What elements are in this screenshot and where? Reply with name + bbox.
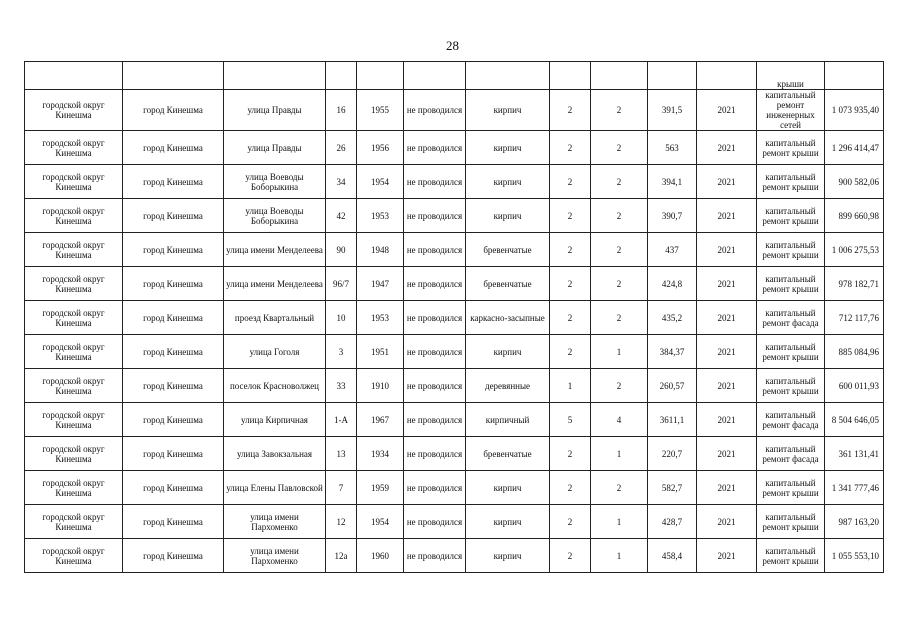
repair-year-cell: 2021 <box>697 199 757 233</box>
street-cell: улица Гоголя <box>224 335 326 369</box>
street-cell: улица имени Пархоменко <box>224 505 326 539</box>
house-number-cell: 10 <box>326 301 357 335</box>
street-cell: поселок Красноволжец <box>224 369 326 403</box>
area-cell: 3611,1 <box>648 403 697 437</box>
cost-cell: 1 055 553,10 <box>825 539 884 573</box>
floors-cell: 2 <box>550 301 591 335</box>
floors-cell: 2 <box>550 539 591 573</box>
area-cell: 424,8 <box>648 267 697 301</box>
area-cell: 437 <box>648 233 697 267</box>
repair-type-cell: крыши <box>757 62 825 90</box>
cost-cell: 1 341 777,46 <box>825 471 884 505</box>
entrances-cell: 1 <box>591 539 648 573</box>
entrances-cell: 2 <box>591 90 648 131</box>
last-repair-cell: не проводился <box>404 301 466 335</box>
wall-material-cell <box>466 62 550 90</box>
floors-cell: 2 <box>550 165 591 199</box>
area-cell: 390,7 <box>648 199 697 233</box>
repair-year-cell: 2021 <box>697 539 757 573</box>
house-number-cell: 13 <box>326 437 357 471</box>
repair-year-cell: 2021 <box>697 233 757 267</box>
municipality-cell: городской округ Кинешма <box>25 335 123 369</box>
last-repair-cell: не проводился <box>404 131 466 165</box>
entrances-cell: 2 <box>591 369 648 403</box>
street-cell: улица имени Пархоменко <box>224 539 326 573</box>
year-built-cell: 1959 <box>357 471 404 505</box>
settlement-cell: город Кинешма <box>123 335 224 369</box>
repair-year-cell: 2021 <box>697 335 757 369</box>
street-cell: улица Правды <box>224 131 326 165</box>
settlement-cell: город Кинешма <box>123 437 224 471</box>
repair-year-cell: 2021 <box>697 471 757 505</box>
settlement-cell: город Кинешма <box>123 90 224 131</box>
continuation-row <box>25 62 884 90</box>
repair-type-cell: капитальный ремонт крыши <box>757 199 825 233</box>
street-cell <box>224 62 326 90</box>
entrances-cell: 2 <box>591 267 648 301</box>
municipality-cell: городской округ Кинешма <box>25 267 123 301</box>
repair-year-cell <box>697 62 757 90</box>
house-number-cell: 1-А <box>326 403 357 437</box>
entrances-cell: 1 <box>591 505 648 539</box>
floors-cell: 2 <box>550 437 591 471</box>
area-cell: 563 <box>648 131 697 165</box>
house-number-cell: 7 <box>326 471 357 505</box>
last-repair-cell: не проводился <box>404 233 466 267</box>
last-repair-cell: не проводился <box>404 335 466 369</box>
year-built-cell <box>357 62 404 90</box>
year-built-cell: 1948 <box>357 233 404 267</box>
table-row <box>25 131 884 165</box>
municipality-cell: городской округ Кинешма <box>25 301 123 335</box>
floors-cell: 2 <box>550 199 591 233</box>
entrances-cell: 2 <box>591 233 648 267</box>
area-cell: 220,7 <box>648 437 697 471</box>
floors-cell: 2 <box>550 90 591 131</box>
area-cell: 384,37 <box>648 335 697 369</box>
wall-material-cell: кирпич <box>466 505 550 539</box>
cost-cell: 1 296 414,47 <box>825 131 884 165</box>
year-built-cell: 1954 <box>357 165 404 199</box>
settlement-cell: город Кинешма <box>123 539 224 573</box>
table-row <box>25 165 884 199</box>
entrances-cell: 2 <box>591 301 648 335</box>
year-built-cell: 1951 <box>357 335 404 369</box>
area-cell: 260,57 <box>648 369 697 403</box>
house-number-cell: 96/7 <box>326 267 357 301</box>
repair-type-cell: капитальный ремонт крыши <box>757 505 825 539</box>
floors-cell: 2 <box>550 335 591 369</box>
floors-cell: 2 <box>550 505 591 539</box>
repair-year-cell: 2021 <box>697 131 757 165</box>
entrances-cell: 2 <box>591 199 648 233</box>
settlement-cell: город Кинешма <box>123 131 224 165</box>
wall-material-cell: кирпич <box>466 90 550 131</box>
cost-cell <box>825 62 884 90</box>
house-number-cell: 12а <box>326 539 357 573</box>
repair-type-cell: капитальный ремонт крыши <box>757 131 825 165</box>
year-built-cell: 1956 <box>357 131 404 165</box>
street-cell: улица Правды <box>224 90 326 131</box>
last-repair-cell: не проводился <box>404 437 466 471</box>
floors-cell: 2 <box>550 267 591 301</box>
repair-type-cell: капитальный ремонт фасада <box>757 403 825 437</box>
house-number-cell: 16 <box>326 90 357 131</box>
area-cell: 428,7 <box>648 505 697 539</box>
floors-cell: 2 <box>550 471 591 505</box>
wall-material-cell: кирпич <box>466 165 550 199</box>
last-repair-cell: не проводился <box>404 199 466 233</box>
wall-material-cell: кирпич <box>466 471 550 505</box>
last-repair-cell: не проводился <box>404 90 466 131</box>
year-built-cell: 1960 <box>357 539 404 573</box>
settlement-cell: город Кинешма <box>123 165 224 199</box>
municipality-cell: городской округ Кинешма <box>25 199 123 233</box>
repair-type-cell: капитальный ремонт крыши <box>757 267 825 301</box>
table-row <box>25 233 884 267</box>
repair-type-cell: капитальный ремонт крыши <box>757 539 825 573</box>
wall-material-cell: каркасно-засыпные <box>466 301 550 335</box>
repair-type-cell: капитальный ремонт крыши <box>757 369 825 403</box>
building-repair-table <box>24 61 884 573</box>
table-row <box>25 403 884 437</box>
street-cell: улица Завокзальная <box>224 437 326 471</box>
settlement-cell: город Кинешма <box>123 471 224 505</box>
year-built-cell: 1953 <box>357 199 404 233</box>
area-cell: 582,7 <box>648 471 697 505</box>
cost-cell: 8 504 646,05 <box>825 403 884 437</box>
municipality-cell: городской округ Кинешма <box>25 131 123 165</box>
table-body <box>25 62 884 573</box>
street-cell: улица имени Менделеева <box>224 233 326 267</box>
wall-material-cell: бревенчатые <box>466 233 550 267</box>
table-row <box>25 335 884 369</box>
repair-type-cell: капитальный ремонт крыши <box>757 335 825 369</box>
repair-year-cell: 2021 <box>697 403 757 437</box>
settlement-cell <box>123 62 224 90</box>
cost-cell: 987 163,20 <box>825 505 884 539</box>
municipality-cell: городской округ Кинешма <box>25 233 123 267</box>
floors-cell: 5 <box>550 403 591 437</box>
repair-year-cell: 2021 <box>697 301 757 335</box>
cost-cell: 1 006 275,53 <box>825 233 884 267</box>
street-cell: улица Воеводы Боборыкина <box>224 199 326 233</box>
year-built-cell: 1967 <box>357 403 404 437</box>
area-cell: 391,5 <box>648 90 697 131</box>
street-cell: улица Елены Павловской <box>224 471 326 505</box>
house-number-cell: 3 <box>326 335 357 369</box>
house-number-cell <box>326 62 357 90</box>
house-number-cell: 12 <box>326 505 357 539</box>
repair-type-cell: капитальный ремонт крыши <box>757 471 825 505</box>
house-number-cell: 33 <box>326 369 357 403</box>
settlement-cell: город Кинешма <box>123 505 224 539</box>
repair-year-cell: 2021 <box>697 165 757 199</box>
last-repair-cell: не проводился <box>404 505 466 539</box>
table-row <box>25 539 884 573</box>
house-number-cell: 26 <box>326 131 357 165</box>
wall-material-cell: кирпич <box>466 539 550 573</box>
house-number-cell: 90 <box>326 233 357 267</box>
last-repair-cell: не проводился <box>404 369 466 403</box>
entrances-cell: 2 <box>591 131 648 165</box>
repair-type-cell: капитальный ремонт крыши <box>757 233 825 267</box>
table-row <box>25 437 884 471</box>
settlement-cell: город Кинешма <box>123 403 224 437</box>
last-repair-cell: не проводился <box>404 471 466 505</box>
table-row <box>25 471 884 505</box>
settlement-cell: город Кинешма <box>123 369 224 403</box>
wall-material-cell: кирпичный <box>466 403 550 437</box>
year-built-cell: 1910 <box>357 369 404 403</box>
wall-material-cell: кирпич <box>466 199 550 233</box>
municipality-cell: городской округ Кинешма <box>25 90 123 131</box>
year-built-cell: 1947 <box>357 267 404 301</box>
year-built-cell: 1955 <box>357 90 404 131</box>
wall-material-cell: кирпич <box>466 131 550 165</box>
floors-cell: 1 <box>550 369 591 403</box>
cost-cell: 885 084,96 <box>825 335 884 369</box>
cost-cell: 361 131,41 <box>825 437 884 471</box>
entrances-cell: 2 <box>591 165 648 199</box>
municipality-cell: городской округ Кинешма <box>25 471 123 505</box>
entrances-cell: 1 <box>591 437 648 471</box>
wall-material-cell: кирпич <box>466 335 550 369</box>
last-repair-cell: не проводился <box>404 267 466 301</box>
area-cell: 394,1 <box>648 165 697 199</box>
repair-type-cell: капитальный ремонт инженерных сетей <box>757 90 825 131</box>
municipality-cell: городской округ Кинешма <box>25 369 123 403</box>
repair-type-cell: капитальный ремонт крыши <box>757 165 825 199</box>
repair-year-cell: 2021 <box>697 267 757 301</box>
table-row <box>25 90 884 131</box>
repair-year-cell: 2021 <box>697 90 757 131</box>
municipality-cell: городской округ Кинешма <box>25 539 123 573</box>
municipality-cell: городской округ Кинешма <box>25 165 123 199</box>
table-row <box>25 369 884 403</box>
area-cell: 458,4 <box>648 539 697 573</box>
wall-material-cell: деревянные <box>466 369 550 403</box>
table-row <box>25 267 884 301</box>
last-repair-cell: не проводился <box>404 403 466 437</box>
repair-year-cell: 2021 <box>697 437 757 471</box>
area-cell <box>648 62 697 90</box>
settlement-cell: город Кинешма <box>123 199 224 233</box>
entrances-cell <box>591 62 648 90</box>
house-number-cell: 42 <box>326 199 357 233</box>
year-built-cell: 1934 <box>357 437 404 471</box>
wall-material-cell: бревенчатые <box>466 267 550 301</box>
repair-year-cell: 2021 <box>697 369 757 403</box>
cost-cell: 900 582,06 <box>825 165 884 199</box>
entrances-cell: 2 <box>591 471 648 505</box>
cost-cell: 712 117,76 <box>825 301 884 335</box>
page-number: 28 <box>446 38 459 53</box>
municipality-cell <box>25 62 123 90</box>
wall-material-cell: бревенчатые <box>466 437 550 471</box>
street-cell: проезд Квартальный <box>224 301 326 335</box>
repair-type-cell: капитальный ремонт фасада <box>757 437 825 471</box>
floors-cell: 2 <box>550 131 591 165</box>
cost-cell: 600 011,93 <box>825 369 884 403</box>
floors-cell: 2 <box>550 233 591 267</box>
cost-cell: 1 073 935,40 <box>825 90 884 131</box>
repair-year-cell: 2021 <box>697 505 757 539</box>
last-repair-cell <box>404 62 466 90</box>
entrances-cell: 1 <box>591 335 648 369</box>
cost-cell: 978 182,71 <box>825 267 884 301</box>
floors-cell <box>550 62 591 90</box>
municipality-cell: городской округ Кинешма <box>25 437 123 471</box>
house-number-cell: 34 <box>326 165 357 199</box>
table-row <box>25 505 884 539</box>
last-repair-cell: не проводился <box>404 165 466 199</box>
table-row <box>25 301 884 335</box>
municipality-cell: городской округ Кинешма <box>25 505 123 539</box>
repair-type-cell: капитальный ремонт фасада <box>757 301 825 335</box>
street-cell: улица имени Менделеева <box>224 267 326 301</box>
settlement-cell: город Кинешма <box>123 267 224 301</box>
area-cell: 435,2 <box>648 301 697 335</box>
year-built-cell: 1953 <box>357 301 404 335</box>
street-cell: улица Кирпичная <box>224 403 326 437</box>
table-row <box>25 199 884 233</box>
street-cell: улица Воеводы Боборыкина <box>224 165 326 199</box>
settlement-cell: город Кинешма <box>123 301 224 335</box>
cost-cell: 899 660,98 <box>825 199 884 233</box>
settlement-cell: город Кинешма <box>123 233 224 267</box>
entrances-cell: 4 <box>591 403 648 437</box>
municipality-cell: городской округ Кинешма <box>25 403 123 437</box>
last-repair-cell: не проводился <box>404 539 466 573</box>
year-built-cell: 1954 <box>357 505 404 539</box>
